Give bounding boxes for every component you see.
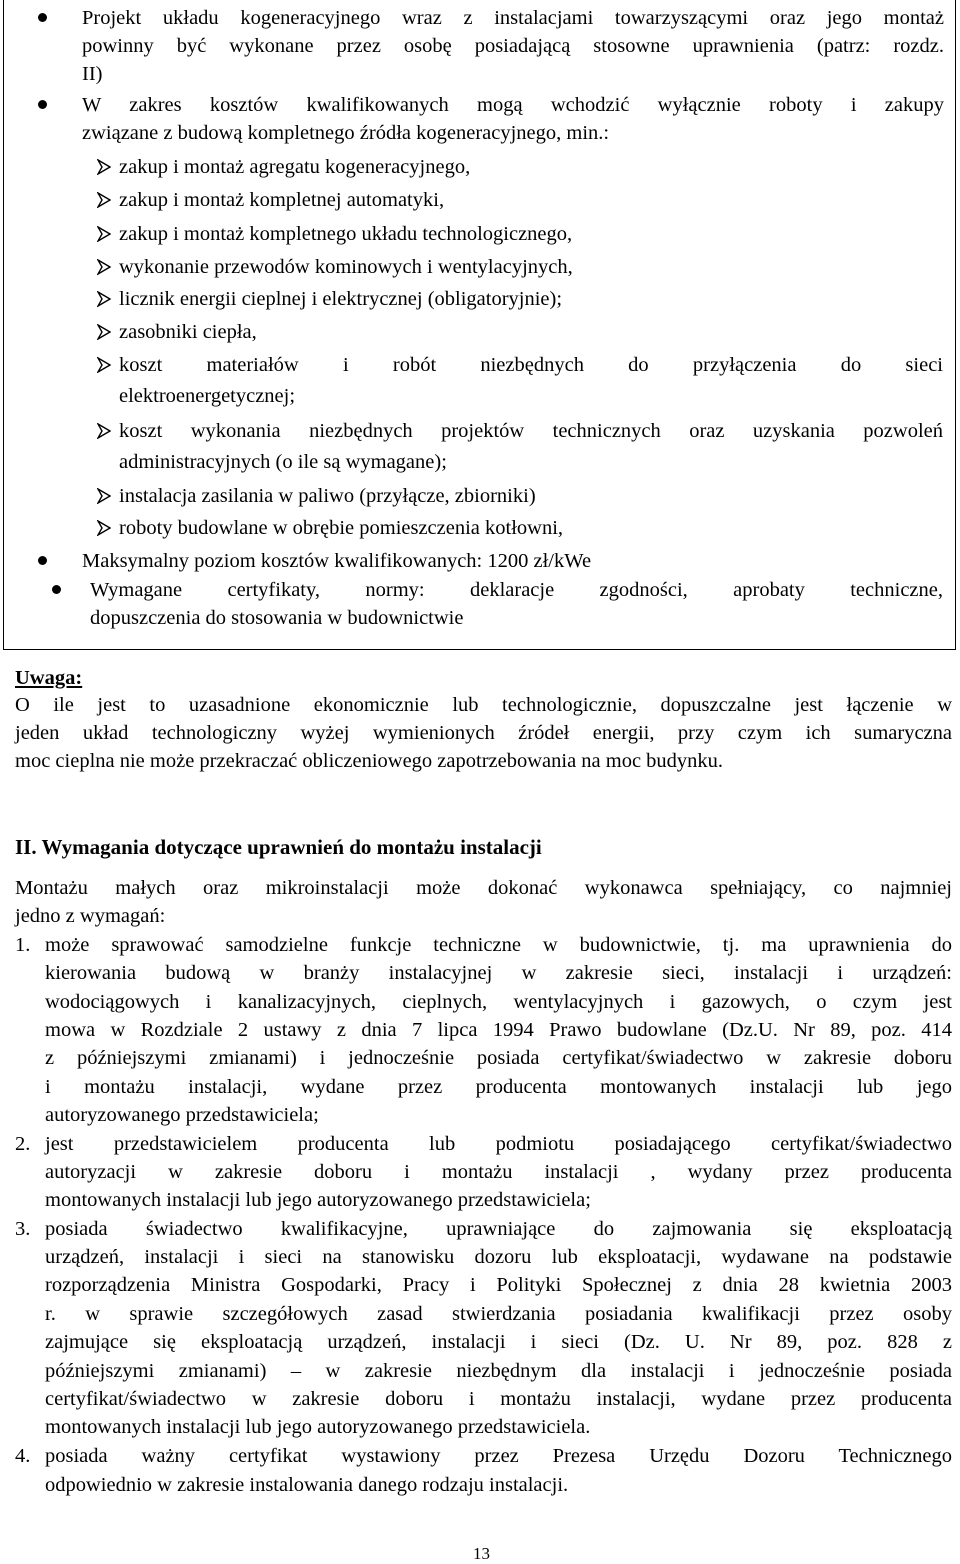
box-bullet4-line: Wymagane certyfikaty, normy: deklaracje zgodności, aprobaty techniczne,	[90, 579, 943, 601]
note-line: moc cieplna nie może przekraczać obliczeniowego zapotrzebowania na moc budynku.	[15, 750, 724, 772]
list-item-line: mowa w Rozdziale 2 ustawy z dnia 7 lipca 1994 Prawo budowlane (Dz.U. Nr 89, poz. 414	[45, 1019, 952, 1041]
list-item-line: zajmujące się eksploatacją urządzeń, instalacji i sieci (Dz. U. Nr 89, poz. 828 z	[45, 1331, 952, 1353]
box-bullet1-line: Projekt układu kogeneracyjnego wraz z instalacjami towarzyszącymi oraz jego montaż	[82, 7, 944, 29]
box-bullet4-line: dopuszczenia do stosowania w budownictwie	[90, 607, 464, 629]
sub-item: zakup i montaż kompletnego układu technologicznego,	[119, 223, 573, 245]
bullet-marker	[52, 585, 61, 594]
note-label: Uwaga:	[15, 667, 83, 689]
box-bullet1-line: II)	[82, 63, 103, 85]
sub-item: elektroenergetycznej;	[119, 385, 296, 407]
list-item-line: montowanych instalacji lub jego autoryzowanego przedstawiciela.	[45, 1416, 591, 1438]
list-item-line: odpowiednio w zakresie instalowania danego rodzaju instalacji.	[45, 1474, 569, 1496]
bullet-marker	[38, 13, 47, 22]
sub-item: administracyjnych (o ile są wymagane);	[119, 451, 447, 473]
list-item-line: późniejszymi zmianami) – w zakresie niezbędnym dla instalacji i jednocześnie posiada	[45, 1360, 952, 1382]
sub-item: instalacja zasilania w paliwo (przyłącze, zbiorniki)	[119, 485, 536, 507]
list-item-number: 2.	[15, 1133, 31, 1155]
box-bullet1-line: powinny być wykonane przez osobę posiadającą stosowne uprawnienia (patrz: rozdz.	[82, 35, 944, 57]
list-item-line: posiada świadectwo kwalifikacyjne, uprawniające do zajmowania się eksploatacją	[45, 1218, 952, 1240]
list-item-line: autoryzowanego przedstawiciela;	[45, 1104, 319, 1126]
arrow-bullet-icon	[97, 423, 111, 439]
list-item-line: kierowania budową w branży instalacyjnej w zakresie sieci, instalacji i urządzeń:	[45, 962, 952, 984]
sub-item: zakup i montaż kompletnej automatyki,	[119, 189, 445, 211]
sub-item: roboty budowlane w obrębie pomieszczenia kotłowni,	[119, 517, 564, 539]
sub-item: licznik energii cieplnej i elektrycznej (obligatoryjnie);	[119, 288, 563, 310]
arrow-bullet-icon	[97, 291, 111, 307]
arrow-bullet-icon	[97, 488, 111, 504]
bullet-marker	[38, 100, 47, 109]
sub-item: zakup i montaż agregatu kogeneracyjnego,	[119, 156, 471, 178]
list-item-line: z późniejszymi zmianami) i jednocześnie posiada certyfikat/świadectwo w zakresie doboru	[45, 1047, 952, 1069]
list-item-line: certyfikat/świadectwo w zakresie doboru i montażu instalacji, wydane przez producenta	[45, 1388, 952, 1410]
list-item-line: posiada ważny certyfikat wystawiony przez Prezesa Urzędu Dozoru Technicznego	[45, 1445, 952, 1467]
list-item-line: montowanych instalacji lub jego autoryzowanego przedstawiciela;	[45, 1189, 591, 1211]
sub-item: wykonanie przewodów kominowych i wentylacyjnych,	[119, 256, 573, 278]
page-number: 13	[473, 1544, 490, 1563]
arrow-bullet-icon	[97, 226, 111, 242]
box-bullet3-line: Maksymalny poziom kosztów kwalifikowanych: 1200 zł/kWe	[82, 550, 592, 572]
list-item-number: 4.	[15, 1445, 31, 1467]
note-line: O ile jest to uzasadnione ekonomicznie lub technologicznie, dopuszczalne jest łączenie w	[15, 694, 952, 716]
list-item-line: i montażu instalacji, wydane przez producenta montowanych instalacji lub jego	[45, 1076, 952, 1098]
list-item-line: urządzeń, instalacji i sieci na stanowisku dozoru lub eksploatacji, wydawane na podstawie	[45, 1246, 952, 1268]
arrow-bullet-icon	[97, 357, 111, 373]
list-item-number: 1.	[15, 934, 31, 956]
list-item-line: autoryzacji w zakresie doboru i montażu instalacji , wydany przez producenta	[45, 1161, 952, 1183]
section-intro-line: jedno z wymagań:	[15, 905, 166, 927]
box-bullet2-line: W zakres kosztów kwalifikowanych mogą wchodzić wyłącznie roboty i zakupy	[82, 94, 944, 116]
section-intro-line: Montażu małych oraz mikroinstalacji może dokonać wykonawca spełniający, co najmniej	[15, 877, 952, 899]
note-line: jeden układ technologiczny wyżej wymienionych źródeł energii, przy czym ich sumaryczna	[15, 722, 952, 744]
bullet-marker	[38, 556, 47, 565]
arrow-bullet-icon	[97, 259, 111, 275]
arrow-bullet-icon	[97, 159, 111, 175]
arrow-bullet-icon	[97, 520, 111, 536]
list-item-line: wodociągowych i kanalizacyjnych, cieplnych, wentylacyjnych i gazowych, o czym jest	[45, 991, 952, 1013]
list-item-line: r. w sprawie szczegółowych zasad stwierdzania posiadania kwalifikacji przez osoby	[45, 1303, 952, 1325]
list-item-line: rozporządzenia Ministra Gospodarki, Pracy i Polityki Społecznej z dnia 28 kwietnia 2003	[45, 1274, 952, 1296]
section-heading: II. Wymagania dotyczące uprawnień do montażu instalacji	[15, 835, 542, 859]
sub-item: koszt materiałów i robót niezbędnych do przyłączenia do sieci	[119, 354, 943, 376]
list-item-line: jest przedstawicielem producenta lub podmiotu posiadającego certyfikat/świadectwo	[45, 1133, 952, 1155]
sub-item: koszt wykonania niezbędnych projektów technicznych oraz uzyskania pozwoleń	[119, 420, 943, 442]
arrow-bullet-icon	[97, 324, 111, 340]
arrow-bullet-icon	[97, 192, 111, 208]
list-item-number: 3.	[15, 1218, 31, 1240]
sub-item: zasobniki ciepła,	[119, 321, 257, 343]
list-item-line: może sprawować samodzielne funkcje techniczne w budownictwie, tj. ma uprawnienia do	[45, 934, 952, 956]
box-bullet2-line: związane z budową kompletnego źródła kogeneracyjnego, min.:	[82, 122, 610, 144]
